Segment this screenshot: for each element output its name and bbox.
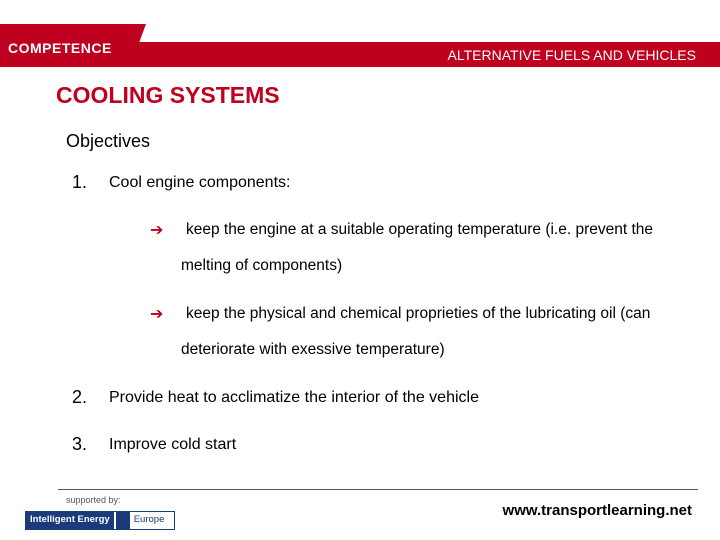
objectives-label: Objectives [66,131,151,151]
arrow-icon: ➔ [150,222,164,239]
item-2-text: Provide heat to acclimatize the interior of the vehicle [109,389,479,406]
website-link[interactable]: www.transportlearning.net [502,502,692,519]
header-title: ALTERNATIVE FUELS AND VEHICLES [447,47,696,63]
footer-divider [58,489,698,490]
competence-logo: COMPETENCE [8,40,112,56]
page-title: COOLING SYSTEMS [56,82,280,108]
sponsor-right-text: Europe [133,514,165,525]
subitem-2-text: keep the physical and chemical proprieties of the lubricating oil (can deteriorate with exessive temperature) [181,305,651,358]
item-3-text: Improve cold start [109,436,237,453]
arrow-icon: ➔ [150,306,164,323]
subitem-1-text: keep the engine at a suitable operating temperature (i.e. prevent the melting of components) [181,221,654,274]
item-2-number: 2. [72,387,88,407]
item-1-text: Cool engine components: [109,174,291,191]
supported-by-label: supported by: [66,495,121,505]
item-3-number: 3. [72,434,88,454]
intelligent-energy-europe-logo [25,511,175,530]
eu-flag-icon [114,512,130,529]
item-1-number: 1. [72,172,88,192]
sponsor-left-text: Intelligent Energy [26,512,114,529]
